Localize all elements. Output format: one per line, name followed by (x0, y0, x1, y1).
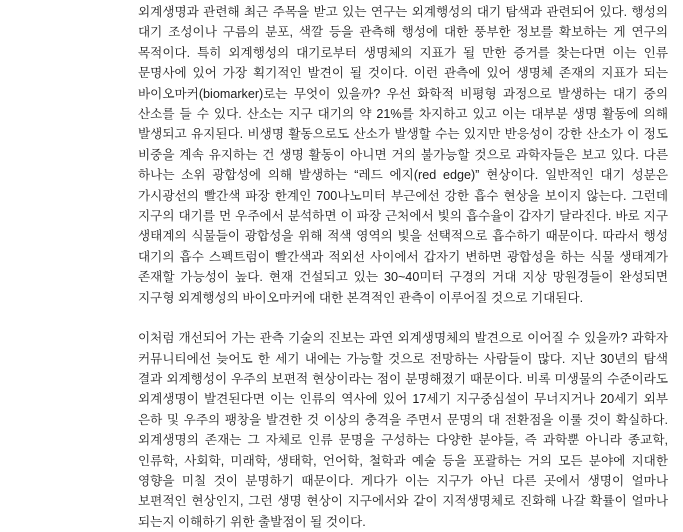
paragraph-exoplanet-atmosphere-biomarkers: 외계생명과 관련해 최근 주목을 받고 있는 연구는 외계행성의 대기 탐색과 관련되어 있다. 행성의 대기 조성이나 구름의 분포, 색깔 등을 관측해 행성에 대한 풍부한 정보를 확보하는 게 연구의 목적이다. 특히 외계행성의 대기로부터 생명체의 지표가 될 만한 증거를 찾는다면 이는 인류 문명사에 있어 가장 획기적인 발견이 될 것이다. 이런 관측에 있어 생명체 존재의 지표가 되는 바이오마커(biomarker)로는 무엇이 있을까? 우선 화학적 비평형 과정으로 발생하는 대기 중의 산소를 들 수 있다. 산소는 지구 대기의 약 21%를 차지하고 있고 이는 대부분 생명 활동에 의해 발생되고 유지된다. 비생명 활동으로도 산소가 발생할 수는 있지만 반응성이 강한 산소가 이 정도 비중을 계속 유지하는 건 생명 활동이 아니면 거의 불가능할 것으로 과학자들은 보고 있다. 다른 하나는 소위 광합성에 의해 발생하는 “레드 에지(red edge)” 현상이다. 일반적인 대기 성분은 가시광선의 빨간색 파장 한계인 700나노미터 부근에선 강한 흡수 현상을 보이지 않는다. 그런데 지구의 대기를 먼 우주에서 분석하면 이 파장 근처에서 빛의 흡수율이 갑자기 달라진다. 바로 지구 생태계의 식물들이 광합성을 위해 적색 영역의 빛을 선택적으로 흡수하기 때문이다. 따라서 행성 대기의 흡수 스펙트럼이 빨간색과 적외선 사이에서 갑자기 변하면 광합성을 하는 식물 생태계가 존재할 가능성이 높다. 현재 건설되고 있는 30~40미터 구경의 거대 지상 망원경들이 완성되면 지구형 외계행성의 바이오마커에 대한 본격적인 관측이 이루어질 것으로 기대된다. (138, 5, 668, 305)
document-text-block (138, 2, 668, 532)
paragraph-discovery-outlook-impact: 이처럼 개선되어 가는 관측 기술의 진보는 과연 외계생명체의 발견으로 이어질 수 있을까? 과학자 커뮤니티에선 늦어도 한 세기 내에는 가능할 것으로 전망하는 사람들이 많다. 지난 30년의 탐색 결과 외계행성이 우주의 보편적 현상이라는 점이 분명해졌기 때문이다. 비록 미생물의 수준이라도 외계생명이 발견된다면 이는 인류의 역사에 있어 17세기 지구중심설이 무너지거나 20세기 외부 은하 및 우주의 팽창을 발견한 것 이상의 충격을 주면서 문명의 대 전환점을 이룰 것이 확실하다. 외계생명의 존재는 그 자체로 인류 문명을 구성하는 다양한 분야들, 즉 과학뿐 아니라 종교학, 인류학, 사회학, 미래학, 생태학, 언어학, 철학과 예술 등을 포괄하는 거의 모든 분야에 지대한 영향을 미칠 것이 분명하기 때문이다. 게다가 이는 지구가 아닌 다른 곳에서 생명이 얼마나 보편적인 현상인지, 그런 생명 현상이 지구에서와 같이 지적생명체로 진화해 나갈 확률이 얼마나 되는지 이해하기 위한 출발점이 될 것이다. (138, 331, 668, 529)
